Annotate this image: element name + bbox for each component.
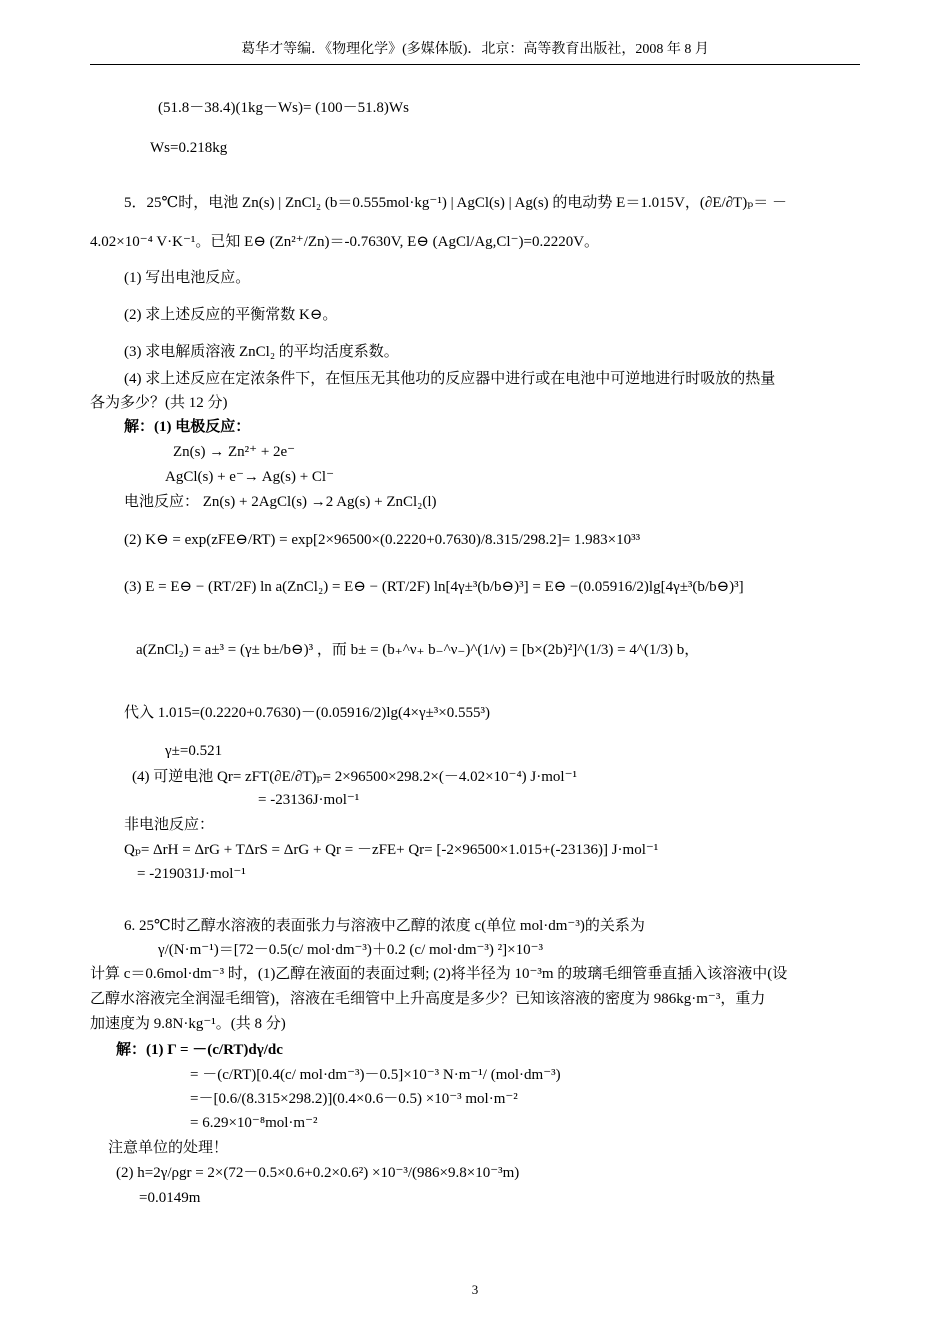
problem-6-line-3: 乙醇水溶液完全润湿毛细管)，溶液在毛细管中上升高度是多少？已知该溶液的密度为 986kg·m⁻³，重力 [90, 991, 766, 1007]
question-2: (2) 求上述反应的平衡常数 K⊖。 [124, 307, 338, 323]
equation: = －(c/RT)[0.4(c/ mol·dm⁻³)－0.5]×10⁻³ N·m⁻¹/ (mol·dm⁻³) [190, 1067, 561, 1083]
text-line: 非电池反应： [124, 817, 215, 833]
equation: Zn(s) → Zn²⁺ + 2e⁻ [173, 444, 296, 460]
problem-6-line-2: 计算 c＝0.6mol·dm⁻³ 时，(1)乙醇在液面的表面过剩; (2)将半径为 10⁻³m 的玻璃毛细管垂直插入该溶液中(设 [90, 966, 788, 982]
question-1: (1) 写出电池反应。 [124, 270, 251, 286]
text-line: Ws=0.218kg [150, 140, 228, 156]
note: 注意单位的处理！ [108, 1140, 229, 1156]
equation: (3) E = E⊖ − (RT/2F) ln a(ZnCl₂) = E⊖ − (RT/2F) ln[4γ±³(b/b⊖)³] = E⊖ −(0.05916/2)lg[4γ±³(b/b⊖)³] [124, 579, 744, 595]
page-header: 葛华才等编．《物理化学》(多媒体版)．北京：高等教育出版社，2008 年 8 月 [241, 42, 709, 57]
result: =0.0149m [139, 1190, 201, 1206]
cell-reaction: 电池反应： Zn(s) + 2AgCl(s) →2 Ag(s) + ZnCl₂(l) [124, 494, 437, 510]
result: γ±=0.521 [165, 743, 223, 759]
header-rule [90, 64, 860, 65]
equation: 代入 1.015=(0.2220+0.7630)－(0.05916/2)lg(4×γ±³×0.555³) [124, 705, 490, 721]
question-4: (4) 求上述反应在定浓条件下，在恒压无其他功的反应器中进行或在电池中可逆地进行时吸放的热量 [124, 371, 776, 387]
solution-heading: 解：(1) 电极反应： [124, 419, 251, 435]
text-line: (51.8－38.4)(1kg－Ws)= (100－51.8)Ws [158, 100, 409, 116]
problem-6-formula: γ/(N·m⁻¹)＝[72－0.5(c/ mol·dm⁻³)＋0.2 (c/ mol·dm⁻³) ²]×10⁻³ [158, 942, 544, 958]
equation: (4) 可逆电池 Qr= zFT(∂E/∂T)ₚ= 2×96500×298.2×(－4.02×10⁻⁴) J·mol⁻¹ [132, 769, 578, 785]
result: = -219031J·mol⁻¹ [137, 866, 246, 882]
equation: =－[0.6/(8.315×298.2)](0.4×0.6－0.5) ×10⁻³ mol·m⁻² [190, 1091, 518, 1107]
equation: (2) h=2γ/ρgr = 2×(72－0.5×0.6+0.2×0.6²) ×10⁻³/(986×9.8×10⁻³m) [116, 1165, 520, 1181]
equation: Qₚ= ΔrH = ΔrG + TΔrS = ΔrG + Qr = －zFE+ Qr= [-2×96500×1.015+(-23136)] J·mol⁻¹ [124, 842, 659, 858]
question-4-cont: 各为多少？(共 12 分) [90, 395, 228, 411]
equation: a(ZnCl₂) = a±³ = (γ± b±/b⊖)³ ，而 b± = (b₊^ν₊ b₋^ν₋)^(1/ν) = [b×(2b)²]^(1/3) = 4^(1/3) b， [136, 642, 700, 658]
problem-6-line-4: 加速度为 9.8N·kg⁻¹。(共 8 分) [90, 1016, 286, 1032]
result: = -23136J·mol⁻¹ [258, 792, 360, 808]
equation: AgCl(s) + e⁻→ Ag(s) + Cl⁻ [165, 469, 334, 485]
page-number: 3 [471, 1282, 479, 1297]
problem-5-line-2: 4.02×10⁻⁴ V·K⁻¹。已知 E⊖ (Zn²⁺/Zn)＝-0.7630V, E⊖ (AgCl/Ag,Cl⁻)=0.2220V。 [90, 234, 600, 250]
problem-5-line-1: 5．25℃时，电池 Zn(s) | ZnCl₂ (b＝0.555mol·kg⁻¹) | AgCl(s) | Ag(s) 的电动势 E＝1.015V，(∂E/∂T)ₚ＝ － [124, 195, 787, 211]
equation: (2) K⊖ = exp(zFE⊖/RT) = exp[2×96500×(0.2220+0.7630)/8.315/298.2]= 1.983×10³³ [124, 532, 641, 548]
problem-6-line-1: 6. 25℃时乙醇水溶液的表面张力与溶液中乙醇的浓度 c(单位 mol·dm⁻³)的关系为 [124, 918, 645, 934]
result: = 6.29×10⁻⁸mol·m⁻² [190, 1115, 318, 1131]
solution-heading: 解：(1) Γ = －(c/RT)dγ/dc [116, 1042, 283, 1058]
question-3: (3) 求电解质溶液 ZnCl₂ 的平均活度系数。 [124, 344, 399, 360]
